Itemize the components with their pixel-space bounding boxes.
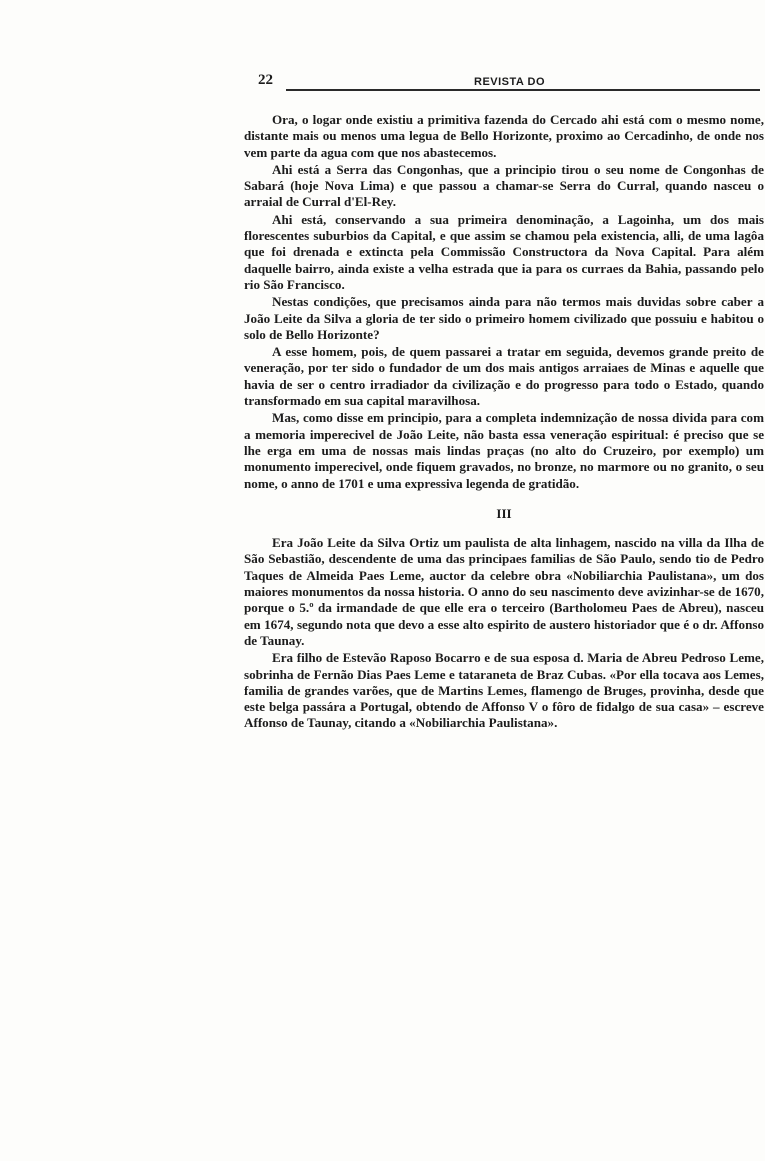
paragraph: A esse homem, pois, de quem passarei a tratar em seguida, devemos grande preito de veneração, por ter sido o fundador de um dos mais antigos arraiaes de Minas e aquelle que havia de ser o centro irradiador da civilização e do progresso para todo o Estado, quando transformado em sua capital maravilhosa. xyxy=(244,344,764,409)
section-numeral: III xyxy=(496,505,512,521)
body-text xyxy=(244,112,764,733)
paragraph: Ahi está, conservando a sua primeira denominação, a Lagoinha, um dos mais florescentes suburbios da Capital, e que assim se chamou pela existencia, alli, de uma lagôa que foi drenada e extincta pela Commissão Constructora da Nova Capital. Para além daquelle bairro, ainda existe a velha estrada que ia para os curraes da Bahia, passando pelo rio São Francisco. xyxy=(244,211,764,292)
paragraph: Ora, o logar onde existiu a primitiva fazenda do Cercado ahi está com o mesmo nome, distante mais ou menos uma legua de Bello Horizonte, proximo ao Cercadinho, de onde nos vem parte da agua com que nos abastecemos. xyxy=(244,112,764,160)
paragraph: Mas, como disse em principio, para a completa indemnização de nossa divida para com a memoria imperecivel de João Leite, não basta essa veneração espiritual: é preciso que se lhe erga em uma de nossas mais lindas praças (no alto do Cruzeiro, por exemplo) um monumento imperecivel, onde fiquem gravados, no bronze, no marmore ou no granito, o seu nome, o anno de 1701 e uma expressiva legenda de gratidão. xyxy=(244,410,764,491)
header-rule xyxy=(286,89,760,91)
page-number: 22 xyxy=(258,72,273,88)
page-header xyxy=(252,70,764,100)
running-title: REVISTA DO xyxy=(474,76,546,88)
paragraph: Era João Leite da Silva Ortiz um paulista de alta linhagem, nascido na villa da Ilha de São Sebastião, descendente de uma das principaes familias de São Paulo, sendo tio de Pedro Taques de Almeida Paes Leme, auctor da celebre obra «Nobiliarchia Paulistana», um dos maiores monumentos da nossa historia. O anno do seu nascimento deve avizinhar-se de 1670, porque o 5.º da irmandade de que elle era o terceiro (Bartholomeu Paes de Abreu), nasceu em 1674, segundo nota que devo a esse alto espirito de austero historiador que é o dr. Affonso de Taunay. xyxy=(244,535,764,648)
paragraph: Era filho de Estevão Raposo Bocarro e de sua esposa d. Maria de Abreu Pedroso Leme, sobrinha de Fernão Dias Paes Leme e tataraneta de Braz Cubas. «Por ella tocava aos Lemes, familia de grandes varões, que de Martins Lemes, flamengo de Bruges, provinha, desde que este belga passára a Portugal, obtendo de Affonso V o fôro de fidalgo de sua casa» – escreve Affonso de Taunay, citando a «Nobiliarchia Paulistana». xyxy=(244,650,764,731)
paragraph: Ahi está a Serra das Congonhas, que a principio tirou o seu nome de Congonhas de Sabará (hoje Nova Lima) e que passou a chamar-se Serra do Curral, quando nasceu o arraial de Curral d'El-Rey. xyxy=(244,161,764,210)
paragraph: Nestas condições, que precisamos ainda para não termos mais duvidas sobre caber a João Leite da Silva a gloria de ter sido o primeiro homem civilizado que possuiu e habitou o solo de Bello Horizonte? xyxy=(244,294,764,342)
